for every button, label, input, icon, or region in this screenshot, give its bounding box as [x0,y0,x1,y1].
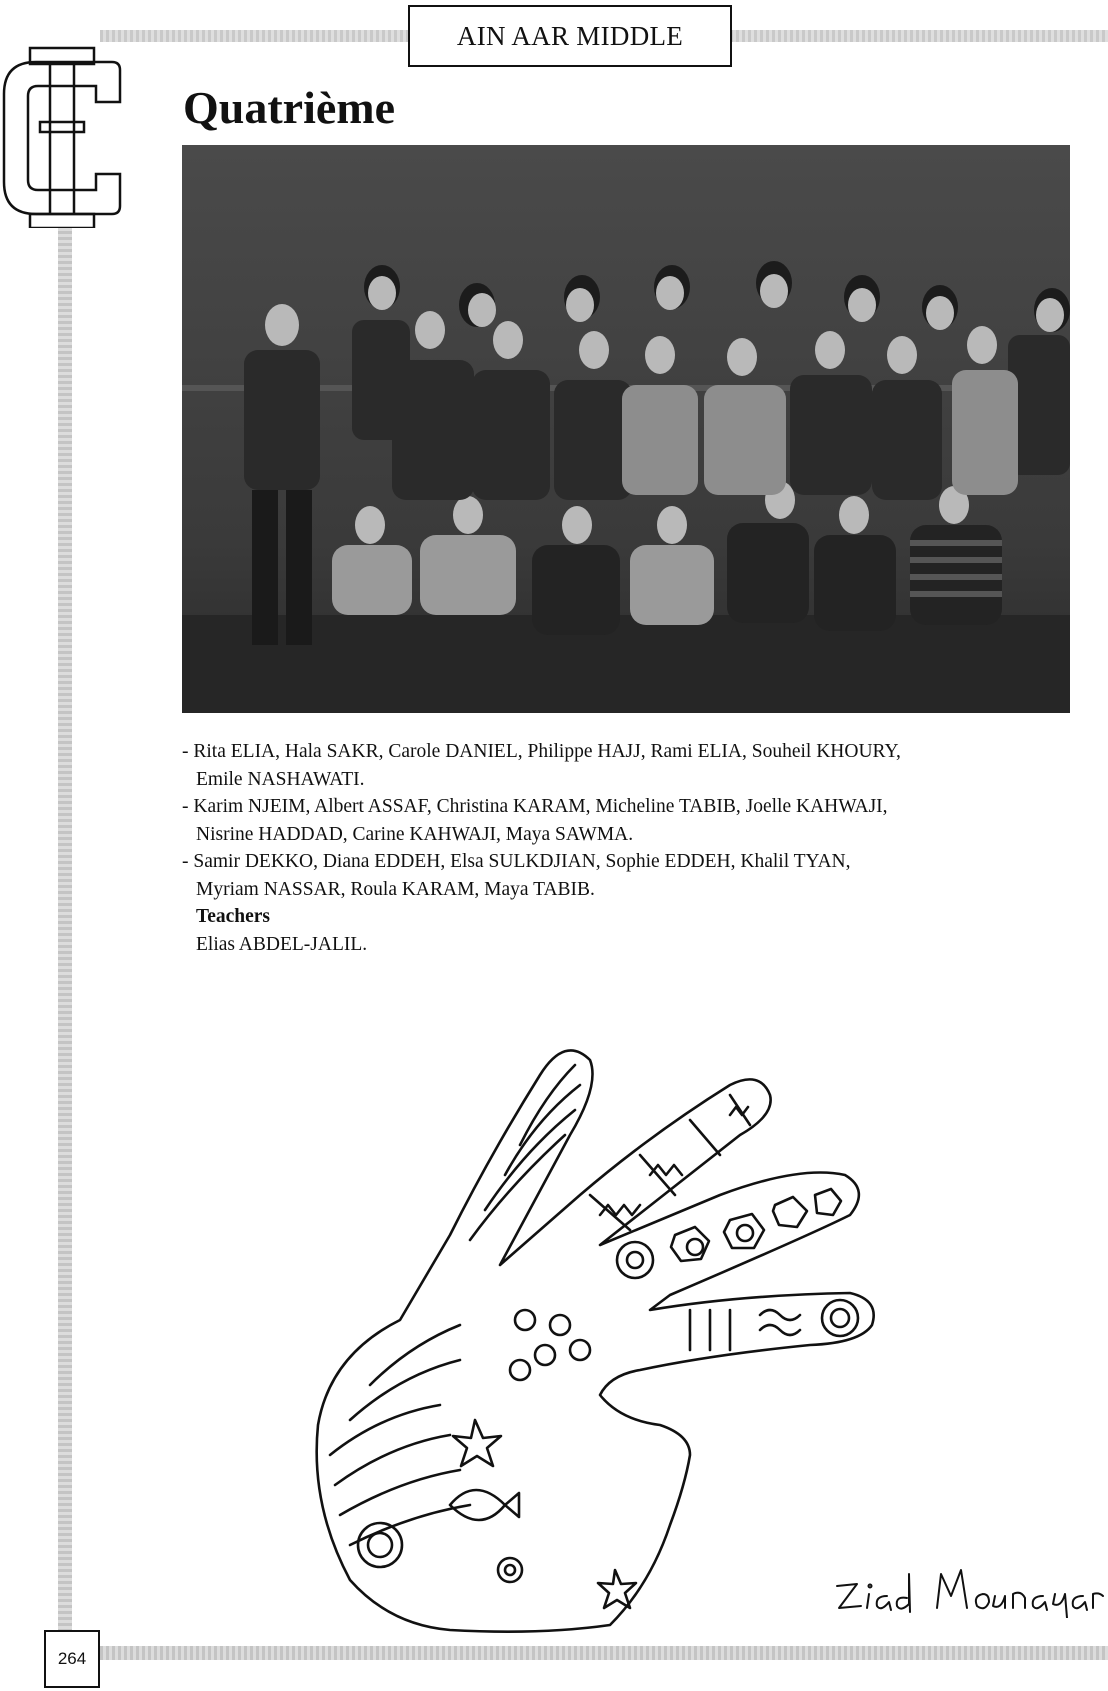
bottom-decorative-bar [100,1646,1108,1660]
teachers-heading: Teachers [196,906,271,927]
class-group-photo [182,145,1070,713]
left-decorative-bar [58,228,72,1638]
names-row-1-line-2: Emile NASHAWATI. [196,768,365,790]
class-photo-icon [182,145,1070,713]
school-name: AIN AAR MIDDLE [456,20,684,51]
names-row-1-line-1: - Rita ELIA, Hala SAKR, Carole DANIEL, Philippe HAJJ, Rami ELIA, Souheil KHOURY, [182,741,901,762]
school-name-box [408,5,732,67]
page-number-box [44,1630,100,1688]
names-row-2-line-2: Nisrine HADDAD, Carine KAHWAJI, Maya SAWMA. [196,823,634,845]
artist-signature [827,1538,1107,1618]
names-row-3-line-1: - Samir DEKKO, Diana EDDEH, Elsa SULKDJIAN, Sophie EDDEH, Khalil TYAN, [182,851,851,872]
teacher-name: Elias ABDEL-JALIL. [196,933,368,955]
names-row-3-line-2: Myriam NASSAR, Roula KARAM, Maya TABIB. [196,878,595,900]
names-row-2-line-1: - Karim NJEIM, Albert ASSAF, Christina KARAM, Micheline TABIB, Joelle KAHWAJI, [182,796,888,817]
page-number: 264 [57,1649,87,1668]
page-title: Quatrième [183,82,396,133]
cc-monogram-logo-icon [0,22,126,228]
names-caption [182,738,1042,958]
